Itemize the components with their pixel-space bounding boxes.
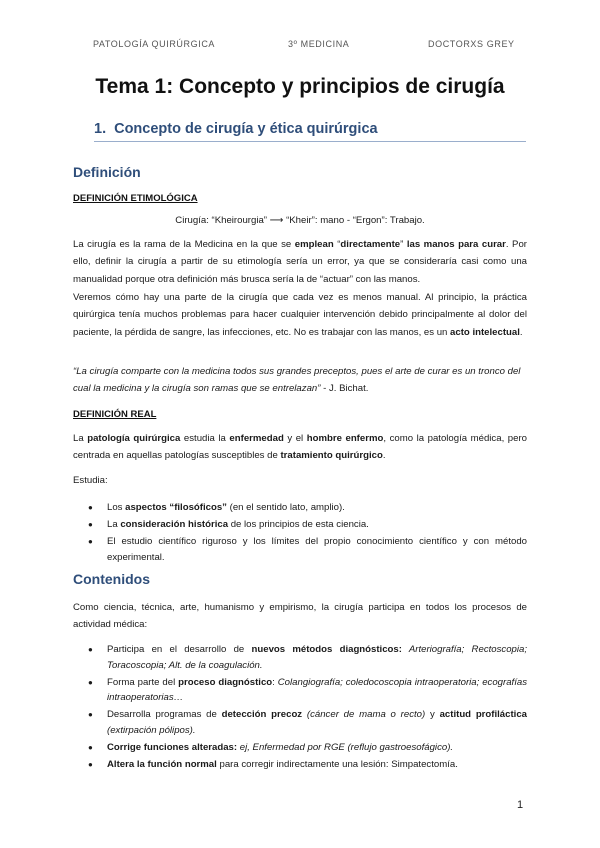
definicion-heading: Definición: [73, 164, 141, 180]
page-title: Tema 1: Concepto y principios de cirugía: [95, 75, 505, 98]
estudia-list: [73, 500, 527, 567]
header-course: 3º MEDICINA: [288, 39, 350, 49]
contenidos-heading: Contenidos: [73, 571, 150, 587]
section-title: Concepto de cirugía y ética quirúrgica: [114, 121, 378, 137]
etimologica-heading: DEFINICIÓN ETIMOLÓGICA: [73, 193, 198, 204]
list-item: ● Participa en el desarrollo de nuevos métodos diagnósticos: Arteriografía; Rectoscopia; Toracoscopia; Alt. de la coagulación.: [73, 642, 527, 673]
list-item: ● El estudio científico riguroso y los límites del propio conocimiento científico y con método experimental.: [73, 534, 527, 565]
bichat-quote: “La cirugía comparte con la medicina todos sus grandes preceptos, pues el arte de curar es un tronco del cual la medicina y la cirugía son ramas que se entrelazan” - J. Bichat.: [73, 366, 521, 394]
list-item: ● Altera la función normal para corregir indirectamente una lesión: Simpatectomía.: [73, 757, 527, 773]
real-heading: DEFINICIÓN REAL: [73, 409, 157, 420]
estudia-label: Estudia:: [73, 475, 108, 486]
list-item: ● Forma parte del proceso diagnóstico: Colangiografía; coledocoscopia intraoperatoria; ecografías intraoperatorias…: [73, 675, 527, 706]
paragraph-definicion: La cirugía es la rama de la Medicina en la que se emplean “directamente” las manos para curar. Por ello, definir la cirugía a partir de su etimología sería un error, ya que se consideraría casi como una manualidad porque otra definición más brusca sería la de “actuar” con las manos.: [73, 239, 527, 285]
list-item: ● La consideración histórica de los principios de esta ciencia.: [73, 517, 527, 533]
header-subject: PATOLOGÍA QUIRÚRGICA: [93, 39, 216, 49]
paragraph-real: La patología quirúrgica estudia la enfermedad y el hombre enfermo, como la patología médica, pero centrada en aquellas patologías susceptibles de tratamiento quirúrgico.: [73, 433, 527, 462]
section-heading: [94, 121, 526, 142]
paragraph-manual: Veremos cómo hay una parte de la cirugía que cada vez es menos manual. Al principio, la práctica quirúrgica tenía muchos problemas para hacer cualquier intervención debido principalmente al dolor del paciente, la pérdida de sangre, las infecciones, etc. No es trabajar con las manos, es un acto intelectual.: [73, 292, 527, 338]
etimologia-line: Cirugía: “Kheirourgia” ⟶ “Kheir”: mano - “Ergon”: Trabajo.: [175, 215, 425, 226]
list-item: ● Desarrolla programas de detección precoz (cáncer de mama o recto) y actitud profiláctica (extirpación pólipos).: [73, 707, 527, 738]
contenidos-list: [73, 642, 527, 774]
list-item: ● Los aspectos “filosóficos” (en el sentido lato, amplio).: [73, 500, 527, 516]
contenidos-intro: Como ciencia, técnica, arte, humanismo y empirismo, la cirugía participa en todos los procesos de actividad médica:: [73, 602, 527, 631]
page-number: 1: [517, 799, 524, 811]
list-item: ● Corrige funciones alteradas: ej, Enfermedad por RGE (reflujo gastroesofágico).: [73, 740, 527, 756]
header-author: DOCTORXS GREY: [428, 39, 515, 49]
section-number: 1.: [94, 121, 107, 137]
